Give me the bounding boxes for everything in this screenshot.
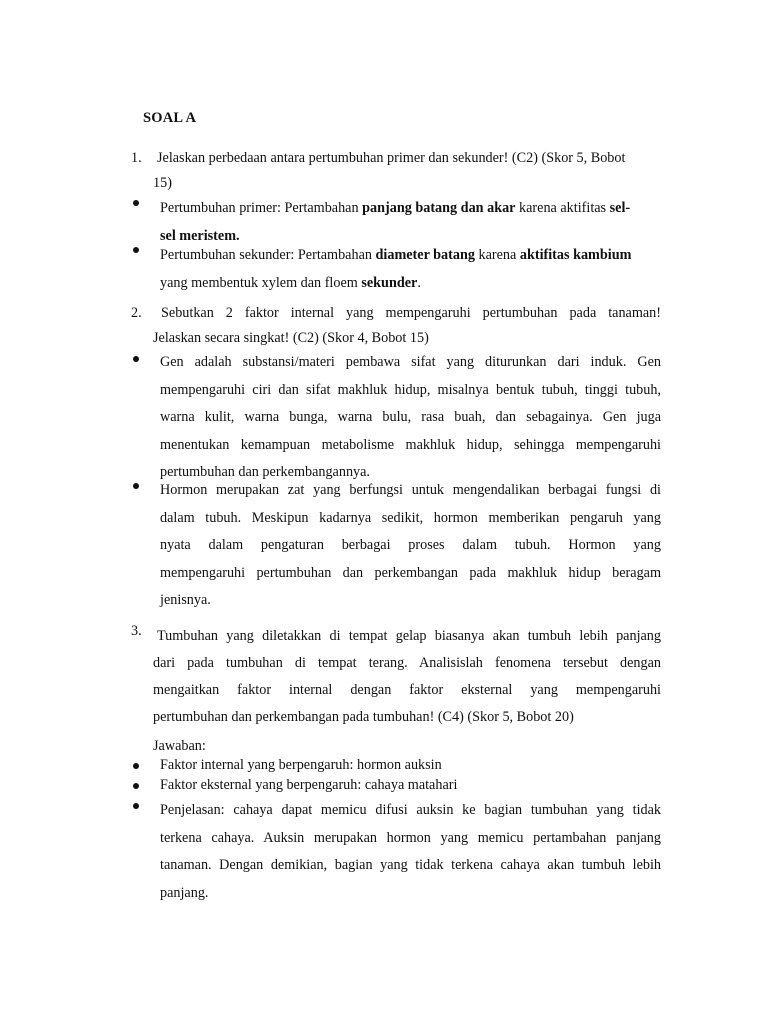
question-3-number: 3. [131, 623, 142, 639]
question-1-text: Jelaskan perbedaan antara pertumbuhan primer dan sekunder! (C2) (Skor 5, Bobot [157, 150, 626, 166]
bullet-icon [133, 356, 139, 362]
answer-3b: Faktor eksternal yang berpengaruh: cahaya matahari [160, 777, 458, 793]
answer-1a: Pertumbuhan primer: Pertambahan panjang batang dan akar karena aktifitas sel- sel meristem. [160, 200, 631, 244]
answer-3c: Penjelasan: cahaya dapat memicu difusi auksin ke bagian tumbuhan yang tidak terkena cahaya. Auksin merupakan hormon yang memicu pertambahan panjang tanaman. Dengan demikian, bagian yang tidak terkena cahaya akan tumbuh lebih panjang. [160, 802, 661, 901]
question-2-text: Sebutkan 2 faktor internal yang mempengaruhi pertumbuhan pada tanaman! [161, 305, 661, 321]
document-title: SOAL A [143, 110, 197, 126]
question-2-number: 2. [131, 305, 142, 321]
answer-2b: Hormon merupakan zat yang berfungsi untuk mengendalikan berbagai fungsi di dalam tubuh. Meskipun kadarnya sedikit, hormon memberikan pengaruh yang nyata dalam pengaturan berbagai proses dalam tubuh. Hormon yang mempengaruhi pertumbuhan dan perkembangan pada makhluk hidup beragam jenisnya. [160, 482, 661, 608]
bullet-icon [133, 783, 139, 789]
question-1-number: 1. [131, 150, 142, 166]
answer-1b: Pertumbuhan sekunder: Pertambahan diameter batang karena aktifitas kambium yang membentuk xylem dan floem sekunder. [160, 247, 632, 291]
question-2-text-cont: Jelaskan secara singkat! (C2) (Skor 4, Bobot 15) [153, 330, 429, 346]
bullet-icon [133, 200, 139, 206]
answer-3a: Faktor internal yang berpengaruh: hormon auksin [160, 757, 442, 773]
bullet-icon [133, 803, 139, 809]
bullet-icon [133, 483, 139, 489]
question-1-text-cont: 15) [153, 175, 172, 191]
answer-2a: Gen adalah substansi/materi pembawa sifat yang diturunkan dari induk. Gen mempengaruhi ciri dan sifat makhluk hidup, misalnya bentuk tubuh, tinggi tubuh, warna kulit, warna bunga, warna bulu, rasa buah, dan sebagainya. Gen juga menentukan kemampuan metabolisme makhluk hidup, sehingga mempengaruhi pertumbuhan dan perkembangannya. [160, 354, 661, 480]
bullet-icon [133, 763, 139, 769]
question-3-text: Tumbuhan yang diletakkan di tempat gelap biasanya akan tumbuh lebih panjang dari pada tumbuhan di tempat terang. Analisislah fenomena tersebut dengan mengaitkan faktor internal dengan faktor eksternal yang mempengaruhi pertumbuhan dan perkembangan pada tumbuhan! (C4) (Skor 5, Bobot 20) [153, 628, 661, 725]
bullet-icon [133, 247, 139, 253]
answer-label: Jawaban: [153, 738, 206, 754]
